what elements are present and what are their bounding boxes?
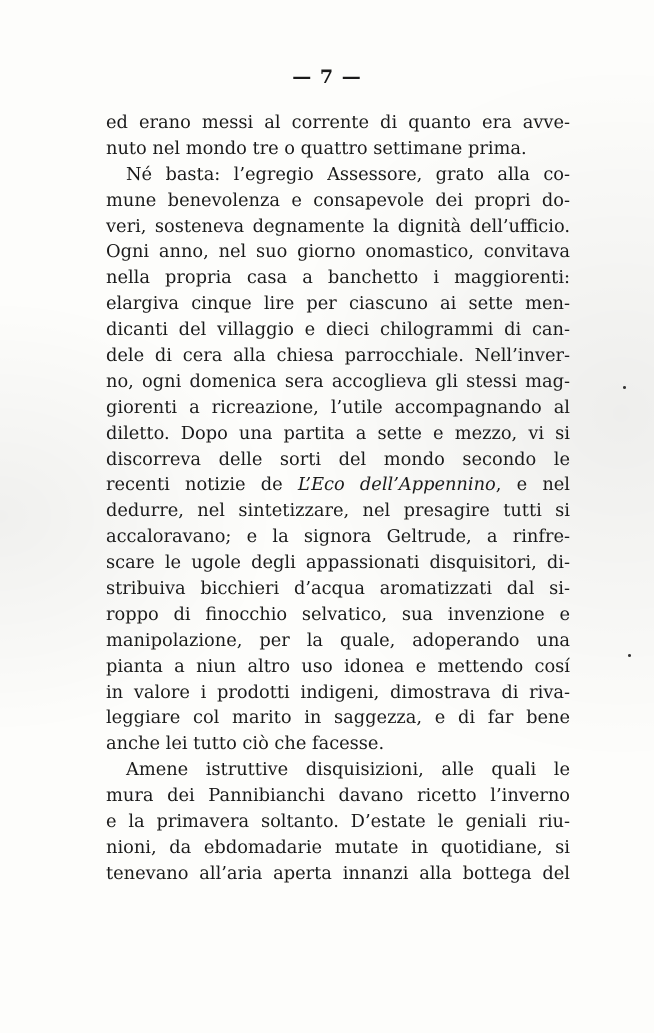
text-line: anche lei tutto ciò che facesse. <box>106 733 385 755</box>
print-speck <box>628 654 631 657</box>
text-line: manipolazione, per la quale, adoperando una <box>106 629 570 651</box>
body-text <box>106 110 570 887</box>
text-line: accaloravano; e la signora Geltrude, a rinfre- <box>106 526 570 548</box>
page-number: — 7 — <box>292 66 362 88</box>
text-line: tenevano all’aria aperta innanzi alla bottega del <box>106 862 570 884</box>
text-line: scare le ugole degli appassionati disquisitori, di- <box>106 552 570 574</box>
text-line: recenti notizie de L’Eco dell’Appennino, e nel <box>106 474 570 496</box>
text-line: nella propria casa a banchetto i maggiorenti: <box>106 267 570 289</box>
text-line: mura dei Pannibianchi davano ricetto l’inverno <box>106 785 570 807</box>
text-line: stribuiva bicchieri d’acqua aromatizzati dal si- <box>106 578 570 600</box>
print-speck <box>623 386 626 389</box>
text-line: roppo di finocchio selvatico, sua invenzione e <box>106 603 570 625</box>
text-line: pianta a niun altro uso idonea e mettendo cosí <box>106 655 570 677</box>
text-line: veri, sosteneva degnamente la dignità dell’ufficio. <box>106 215 570 237</box>
text-line: giorenti a ricreazione, l’utile accompagnando al <box>106 396 570 418</box>
text-line: elargiva cinque lire per ciascuno ai sette men- <box>106 293 570 315</box>
text-line: e la primavera soltanto. D’estate le geniali riu- <box>106 811 570 833</box>
newspaper-title: L’Eco dell’Appennino <box>297 474 496 496</box>
text-line: leggiare col marito in saggezza, e di far bene <box>106 707 570 729</box>
text-line: Ogni anno, nel suo giorno onomastico, convitava <box>106 241 570 263</box>
text-line: dicanti del villaggio e dieci chilogrammi di can- <box>106 319 570 341</box>
text-line: no, ogni domenica sera accoglieva gli stessi mag- <box>106 370 570 392</box>
text-line: nuto nel mondo tre o quattro settimane prima. <box>106 137 527 159</box>
text-line: discorreva delle sorti del mondo secondo le <box>106 448 570 470</box>
text-line: nioni, da ebdomadarie mutate in quotidiane, si <box>106 836 570 858</box>
text-line: Né basta: l’egregio Assessore, grato alla co- <box>126 163 570 185</box>
text-line: ed erano messi al corrente di quanto era avve- <box>106 112 570 133</box>
text-line: dedurre, nel sintetizzare, nel presagire tutti si <box>106 500 570 522</box>
text-line: dele di cera alla chiesa parrocchiale. Nell’inver- <box>106 345 570 367</box>
text-line: Amene istruttive disquisizioni, alle quali le <box>126 759 570 781</box>
text-line: mune benevolenza e consapevole dei propri do- <box>106 189 570 211</box>
text-line: in valore i prodotti indigeni, dimostrava di riva- <box>106 681 570 703</box>
text-line: diletto. Dopo una partita a sette e mezzo, vi si <box>106 422 570 444</box>
